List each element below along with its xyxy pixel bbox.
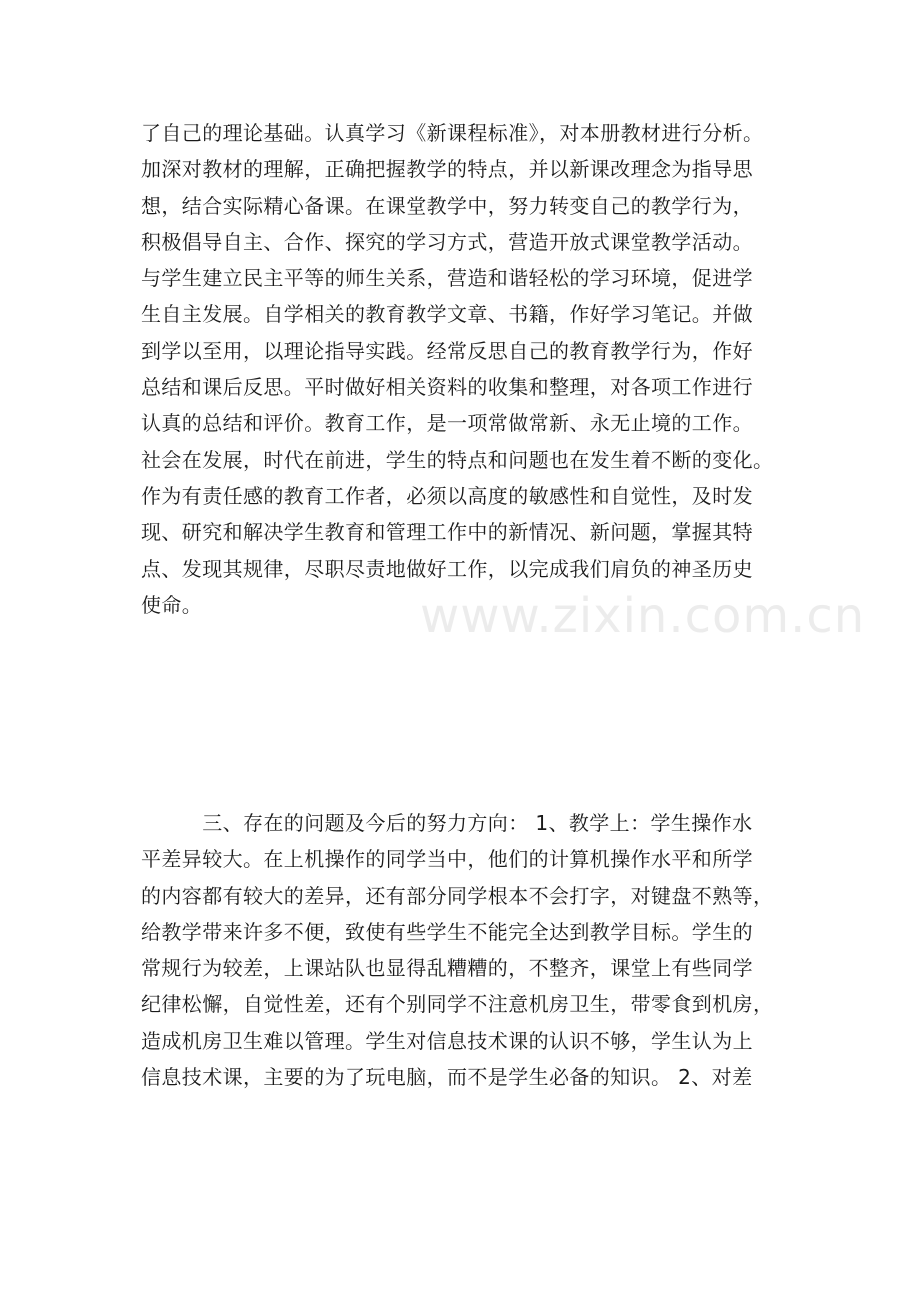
text-line: 现、研究和解决学生教育和管理工作中的新情况、新问题，掌握其特 (141, 520, 753, 545)
text-line: 想，结合实际精心备课。在课堂教学中，努力转变自己的教学行为， (141, 193, 753, 218)
text-line: 生自主发展。自学相关的教育教学文章、书籍，作好学习笔记。并做 (141, 302, 753, 327)
text-line: 给教学带来许多不便，致使有些学生不能完全达到教学目标。学生的 (141, 919, 753, 944)
text-line: 使命。 (141, 592, 203, 617)
text-line: 平差异较大。在上机操作的同学当中，他们的计算机操作水平和所学 (141, 847, 753, 872)
text-line: 作为有责任感的教育工作者，必须以高度的敏感性和自觉性，及时发 (141, 483, 753, 508)
text-line: 加深对教材的理解，正确把握教学的特点，并以新课改理念为指导思 (141, 157, 753, 182)
text-line: 常规行为较差，上课站队也显得乱糟糟的，不整齐，课堂上有些同学 (141, 956, 753, 981)
text-line: 点、发现其规律，尽职尽责地做好工作，以完成我们肩负的神圣历史 (141, 556, 753, 581)
text-line: 了自己的理论基础。认真学习《新课程标准》，对本册教材进行分析。 (141, 121, 764, 145)
text-line: 信息技术课，主要的为了玩电脑，而不是学生必备的知识。 2、对差 (141, 1065, 753, 1090)
watermark: www.zixin.com.cn (420, 588, 866, 644)
text-line: 纪律松懈，自觉性差，还有个别同学不注意机房卫生，带零食到机房， (141, 992, 774, 1017)
text-line: 三、存在的问题及今后的努力方向： 1、教学上：学生操作水 (141, 811, 753, 835)
text-line: 造成机房卫生难以管理。学生对信息技术课的认识不够，学生认为上 (141, 1028, 753, 1053)
text-line: 与学生建立民主平等的师生关系，营造和谐轻松的学习环境，促进学 (141, 266, 753, 291)
text-line: 认真的总结和评价。教育工作，是一项常做常新、永无止境的工作。 (141, 411, 753, 436)
text-line: 社会在发展，时代在前进，学生的特点和问题也在发生着不断的变化。 (141, 447, 774, 472)
text-line: 的内容都有较大的差异，还有部分同学根本不会打字，对键盘不熟等， (141, 883, 774, 908)
text-line: 到学以至用，以理论指导实践。经常反思自己的教育教学行为，作好 (141, 338, 753, 363)
text-line: 总结和课后反思。平时做好相关资料的收集和整理，对各项工作进行 (141, 375, 753, 400)
paragraph-teaching-reflection (141, 115, 791, 623)
paragraph-problems-and-directions (141, 805, 791, 1095)
text-line: 积极倡导自主、合作、探究的学习方式，营造开放式课堂教学活动。 (141, 229, 753, 254)
